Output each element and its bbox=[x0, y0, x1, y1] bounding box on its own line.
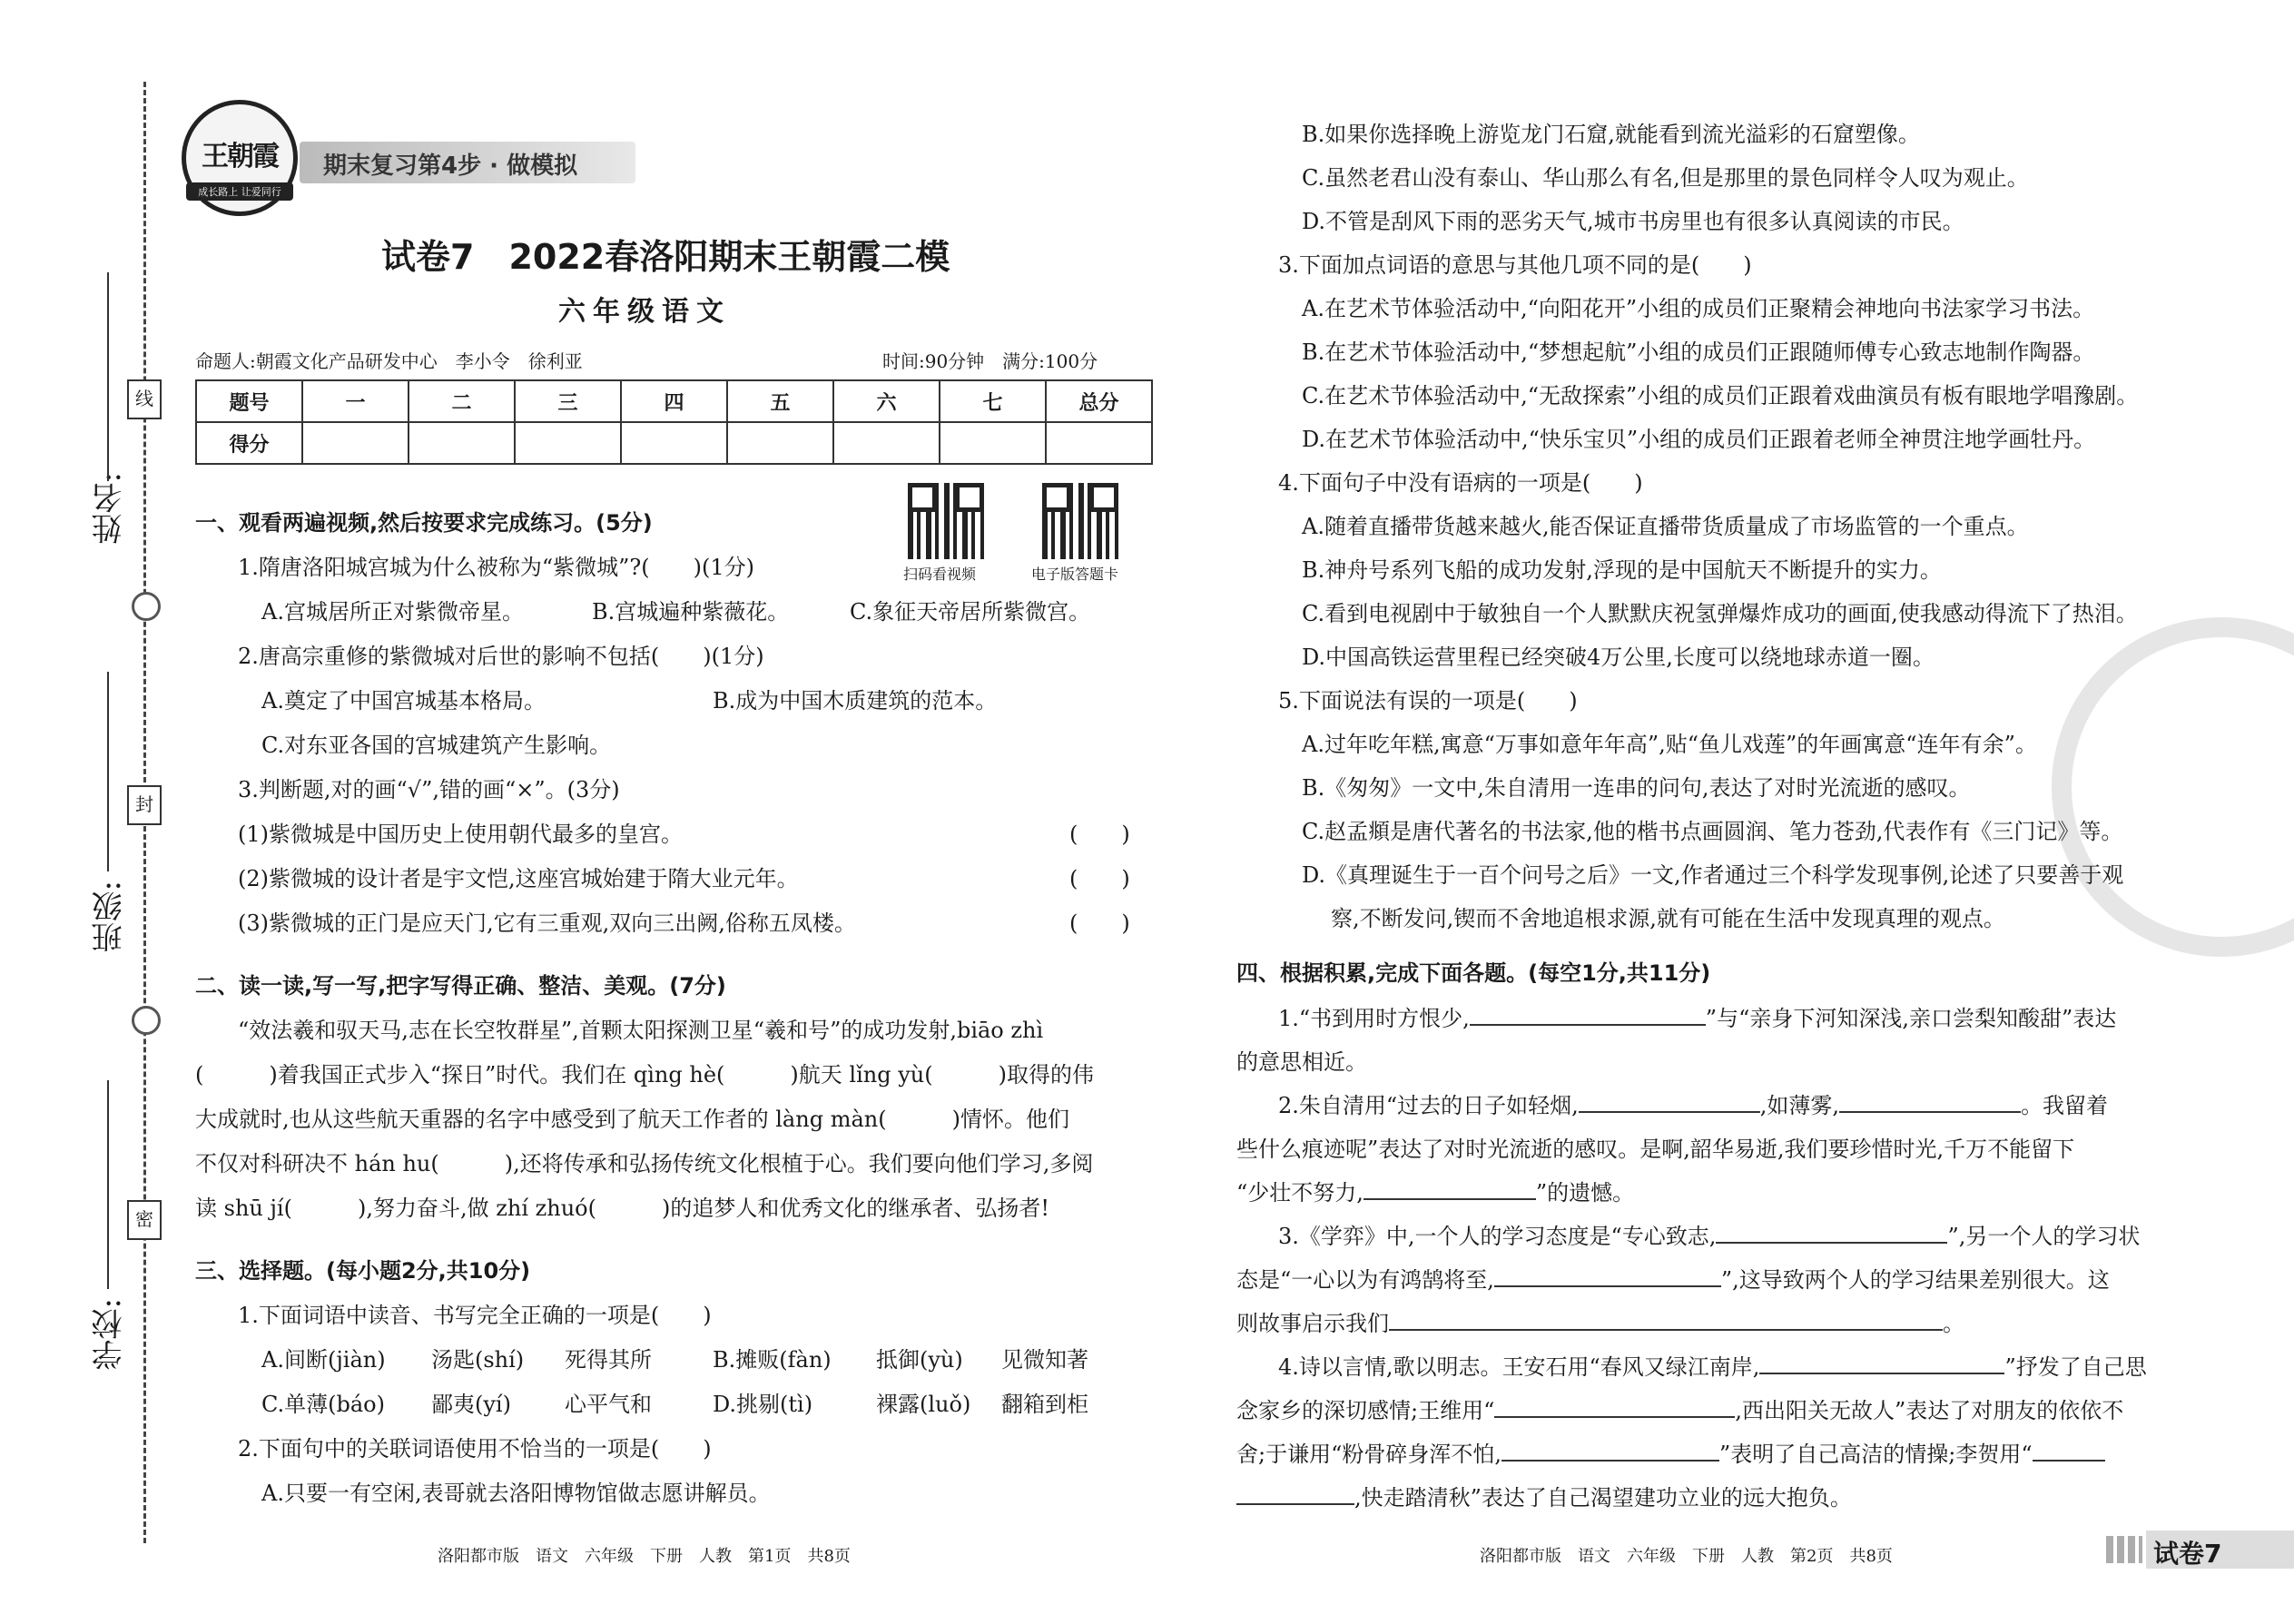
option: 翻箱到柜 bbox=[1001, 1392, 1088, 1417]
fill-text: 4.诗以言情,歌以明志。王安石用“春风又绿江南岸, bbox=[1278, 1354, 1760, 1380]
name-label: 姓名: bbox=[92, 472, 128, 545]
option: B.在艺术节体验活动中,“梦想起航”小组的成员们正跟随师傅专心致志地制作陶器。 bbox=[1302, 340, 2095, 365]
fill-text: 的意思相近。 bbox=[1236, 1049, 1367, 1075]
option: 抵御(yù) bbox=[876, 1347, 963, 1373]
answer-qr-code[interactable] bbox=[1042, 483, 1118, 559]
fill-text: 态是“一心以为有鸿鹄将至, bbox=[1236, 1267, 1494, 1293]
score-cell[interactable] bbox=[940, 422, 1046, 464]
school-label: 学校: bbox=[92, 1298, 128, 1371]
answer-paren[interactable]: ( ) bbox=[1069, 910, 1130, 936]
score-row-label: 得分 bbox=[196, 422, 302, 464]
answer-blank[interactable] bbox=[1501, 1440, 1719, 1462]
logo-text: 王朝霞 bbox=[202, 141, 278, 172]
fill-question-2 bbox=[1278, 1088, 2108, 1119]
choice-question-1: 1.下面词语中读音、书写完全正确的一项是( ) bbox=[238, 1303, 712, 1328]
fill-line bbox=[1236, 1436, 2105, 1468]
option: 死得其所 bbox=[565, 1347, 652, 1373]
name-field[interactable] bbox=[107, 272, 109, 481]
score-cell[interactable] bbox=[409, 422, 515, 464]
score-cell[interactable] bbox=[727, 422, 833, 464]
school-field[interactable] bbox=[107, 1080, 109, 1289]
answer-blank[interactable] bbox=[1579, 1091, 1760, 1113]
fill-text: 。我留着 bbox=[2021, 1093, 2109, 1118]
step-banner-text: 期末复习第4步 · 做模拟 bbox=[323, 153, 578, 180]
option: 见微知著 bbox=[1001, 1347, 1088, 1373]
tag-dots-icon bbox=[2106, 1536, 2142, 1563]
fill-question-1 bbox=[1278, 1000, 2116, 1032]
fill-line bbox=[1236, 1175, 1634, 1206]
score-header: 五 bbox=[727, 380, 833, 422]
fill-text: ”的遗憾。 bbox=[1535, 1180, 1635, 1206]
option: A.在艺术节体验活动中,“向阳花开”小组的成员们正聚精会神地向书法家学习书法。 bbox=[1302, 296, 2095, 321]
fill-text: ”抒发了自己思 bbox=[2004, 1354, 2147, 1380]
passage-line: 不仅对科研决不 hán hu( ),还将传承和弘扬传统文化根植于心。我们要向他们学习,多阅 bbox=[195, 1151, 1094, 1176]
fill-text: 念家乡的深切感情;王维用“ bbox=[1236, 1398, 1495, 1423]
answer-blank[interactable] bbox=[1839, 1091, 2021, 1113]
score-header: 三 bbox=[515, 380, 621, 422]
answer-blank[interactable] bbox=[1716, 1222, 1947, 1244]
exam-authors: 命题人:朝霞文化产品研发中心 李小令 徐利亚 bbox=[195, 350, 583, 372]
score-cell[interactable] bbox=[515, 422, 621, 464]
exam-subject: 六年级语文 bbox=[558, 296, 731, 328]
option: A.奠定了中国宫城基本格局。 bbox=[261, 688, 546, 714]
option: D.在艺术节体验活动中,“快乐宝贝”小组的成员们正跟着老师全神贯注地学画牡丹。 bbox=[1302, 427, 2096, 452]
section-3-title: 三、选择题。(每小题2分,共10分) bbox=[195, 1258, 531, 1284]
binding-hole-icon bbox=[132, 592, 161, 621]
seal-mark-feng: 封 bbox=[127, 785, 162, 825]
score-table bbox=[195, 379, 1153, 465]
choice-question-5: 5.下面说法有误的一项是( ) bbox=[1278, 688, 1578, 714]
option: A.间断(jiàn) bbox=[261, 1347, 386, 1373]
option: D.《真理诞生于一百个问号之后》一文,作者通过三个科学发现事例,论述了只要善于观 bbox=[1302, 862, 2124, 888]
option: 鄙夷(yí) bbox=[431, 1392, 511, 1417]
option: C.单薄(báo) bbox=[261, 1392, 385, 1417]
option: 心平气和 bbox=[565, 1392, 652, 1417]
answer-blank[interactable] bbox=[1364, 1178, 1536, 1200]
option: B.宫城遍种紫薇花。 bbox=[592, 599, 790, 625]
answer-blank[interactable] bbox=[1470, 1004, 1706, 1026]
exam-title: 试卷7 2022春洛阳期末王朝霞二模 bbox=[381, 237, 950, 277]
option: A.宫城居所正对紫微帝星。 bbox=[261, 599, 524, 625]
binding-hole-icon bbox=[132, 1006, 161, 1035]
option: A.只要一有空闲,表哥就去洛阳博物馆做志愿讲解员。 bbox=[261, 1481, 771, 1506]
fill-line bbox=[1236, 1305, 1964, 1337]
fill-text: ,西出阳关无故人”表达了对朋友的依依不 bbox=[1735, 1398, 2124, 1423]
passage-line: “效法羲和驭天马,志在长空牧群星”,首颗太阳探测卫星“羲和号”的成功发射,biāo zhì bbox=[238, 1018, 1044, 1043]
answer-blank[interactable] bbox=[1494, 1265, 1721, 1287]
choice-question-2: 2.下面句中的关联词语使用不恰当的一项是( ) bbox=[238, 1436, 712, 1462]
score-header: 七 bbox=[940, 380, 1046, 422]
answer-blank[interactable] bbox=[1759, 1353, 2004, 1374]
class-field[interactable] bbox=[107, 672, 109, 871]
question-1-2: 2.唐高宗重修的紫微城对后世的影响不包括( )(1分) bbox=[238, 644, 764, 669]
video-qr-code[interactable] bbox=[908, 483, 984, 559]
fill-text: 。 bbox=[1943, 1311, 1964, 1336]
fill-text: 2.朱自清用“过去的日子如轻烟, bbox=[1278, 1093, 1579, 1118]
fill-text: “少壮不努力, bbox=[1236, 1180, 1364, 1206]
answer-blank[interactable] bbox=[1236, 1483, 1354, 1505]
fill-text: 则故事启示我们 bbox=[1236, 1311, 1389, 1336]
option: B.如果你选择晚上游览龙门石窟,就能看到流光溢彩的石窟塑像。 bbox=[1302, 122, 1920, 147]
answer-paren[interactable]: ( ) bbox=[1069, 866, 1130, 891]
fill-text: ”,这导致两个人的学习结果差别很大。这 bbox=[1720, 1267, 2110, 1293]
fill-text: ”,另一个人的学习状 bbox=[1947, 1224, 2141, 1249]
option: A.随着直播带货越来越火,能否保证直播带货质量成了市场监管的一个重点。 bbox=[1302, 514, 2029, 539]
score-header: 六 bbox=[833, 380, 940, 422]
video-qr-caption: 扫码看视频 bbox=[903, 566, 977, 583]
option: 裸露(luǒ) bbox=[876, 1392, 971, 1417]
option: B.成为中国木质建筑的范本。 bbox=[713, 688, 998, 714]
passage-line: ( )着我国正式步入“探日”时代。我们在 qìng hè( )航天 lǐng yù( )取得的伟 bbox=[195, 1062, 1094, 1088]
choice-question-3: 3.下面加点词语的意思与其他几项不同的是( ) bbox=[1278, 252, 1752, 278]
fill-line bbox=[1236, 1393, 2123, 1424]
fill-text: ,如薄雾, bbox=[1759, 1093, 1840, 1118]
option: A.过年吃年糕,寓意“万事如意年年高”,贴“鱼儿戏莲”的年画寓意“连年有余”。 bbox=[1302, 732, 2037, 757]
score-header: 题号 bbox=[196, 380, 302, 422]
fill-text: 舍;于谦用“粉骨碎身浑不怕, bbox=[1236, 1442, 1501, 1467]
answer-blank[interactable] bbox=[1494, 1396, 1735, 1418]
section-4-title: 四、根据积累,完成下面各题。(每空1分,共11分) bbox=[1236, 960, 1711, 986]
option: B.《匆匆》一文中,朱自清用一连串的问句,表达了对时光流逝的感叹。 bbox=[1302, 775, 1971, 801]
seal-mark-xian: 线 bbox=[127, 379, 162, 419]
passage-line: 大成就时,也从这些航天重器的名字中感受到了航天工作者的 làng màn( )情怀。他们 bbox=[195, 1107, 1069, 1132]
option: D.中国高铁运营里程已经突破4万公里,长度可以绕地球赤道一圈。 bbox=[1302, 645, 1935, 670]
logo bbox=[182, 100, 298, 216]
fill-text: ,快走踏清秋”表达了自己渴望建功立业的远大抱负。 bbox=[1354, 1485, 1852, 1511]
passage-line: 读 shū jí( ),努力奋斗,做 zhí zhuó( )的追梦人和优秀文化的继承者、弘扬者! bbox=[195, 1196, 1050, 1221]
watermark-seal-icon bbox=[2052, 617, 2294, 957]
page-footer-left: 洛阳都市版 语文 六年级 下册 人教 第1页 共8页 bbox=[438, 1547, 851, 1566]
judge-item: (2)紫微城的设计者是宇文恺,这座宫城始建于隋大业元年。 bbox=[238, 866, 799, 891]
judge-item: (1)紫微城是中国历史上使用朝代最多的皇宫。 bbox=[238, 822, 683, 847]
score-cell[interactable] bbox=[833, 422, 940, 464]
question-1-1: 1.隋唐洛阳城宫城为什么被称为“紫微城”?( )(1分) bbox=[238, 555, 755, 580]
score-header: 总分 bbox=[1046, 380, 1152, 422]
option: B.摊贩(fàn) bbox=[713, 1347, 832, 1373]
score-header: 四 bbox=[621, 380, 727, 422]
answer-paren[interactable]: ( ) bbox=[1069, 822, 1130, 847]
option: D.不管是刮风下雨的恶劣天气,城市书房里也有很多认真阅读的市民。 bbox=[1302, 209, 1964, 234]
fill-line bbox=[1236, 1480, 1852, 1511]
judge-item: (3)紫微城的正门是应天门,它有三重观,双向三出阙,俗称五凤楼。 bbox=[238, 910, 856, 936]
option: 汤匙(shí) bbox=[431, 1347, 525, 1373]
score-header: 二 bbox=[409, 380, 515, 422]
option: D.挑剔(tì) bbox=[713, 1392, 813, 1417]
choice-question-4: 4.下面句子中没有语病的一项是( ) bbox=[1278, 470, 1643, 496]
fill-text: ”表明了自己高洁的情操;李贺用“ bbox=[1718, 1442, 2033, 1467]
section-2-title: 二、读一读,写一写,把字写得正确、整洁、美观。(7分) bbox=[195, 973, 726, 999]
fill-question-3 bbox=[1278, 1218, 2140, 1250]
option: C.在艺术节体验活动中,“无敌探索”小组的成员们正跟着戏曲演员有板有眼地学唱豫剧。 bbox=[1302, 383, 2139, 408]
option: C.看到电视剧中于敏独自一个人默默庆祝氢弹爆炸成功的画面,使我感动得流下了热泪。 bbox=[1302, 601, 2138, 626]
option: C.虽然老君山没有泰山、华山那么有名,但是那里的景色同样令人叹为观止。 bbox=[1302, 165, 2029, 191]
fill-text: ”与“亲身下河知深浅,亲口尝梨知酸甜”表达 bbox=[1705, 1006, 2117, 1031]
seal-mark-mi: 密 bbox=[127, 1200, 162, 1240]
score-cell[interactable] bbox=[302, 422, 409, 464]
score-cell[interactable] bbox=[621, 422, 727, 464]
fill-question-4 bbox=[1278, 1349, 2147, 1381]
question-1-3: 3.判断题,对的画“√”,错的画“×”。(3分) bbox=[238, 777, 620, 802]
option: C.赵孟頫是唐代著名的书法家,他的楷书点画圆润、笔力苍劲,代表作有《三门记》等。 bbox=[1302, 819, 2123, 844]
paper-tag-text: 试卷7 bbox=[2153, 1539, 2222, 1569]
fill-text: 3.《学弈》中,一个人的学习态度是“专心致志, bbox=[1278, 1224, 1717, 1249]
fill-line bbox=[1236, 1262, 2110, 1294]
score-cell[interactable] bbox=[1046, 422, 1152, 464]
fill-text: 些什么痕迹呢”表达了对时光流逝的感叹。是啊,韶华易逝,我们要珍惜时光,千万不能留下 bbox=[1236, 1137, 2075, 1162]
exam-time: 时间:90分钟 满分:100分 bbox=[882, 350, 1098, 372]
class-label: 班级: bbox=[92, 881, 128, 953]
option: C.象征天帝居所紫微宫。 bbox=[850, 599, 1091, 625]
answer-blank[interactable] bbox=[1389, 1309, 1943, 1331]
option: B.神舟号系列飞船的成功发射,浮现的是中国航天不断提升的实力。 bbox=[1302, 557, 1942, 583]
fill-text: 1.“书到用时方恨少, bbox=[1278, 1006, 1470, 1031]
option: 察,不断发问,锲而不舍地追根求源,就有可能在生活中发现真理的观点。 bbox=[1331, 906, 2005, 931]
page-footer-right: 洛阳都市版 语文 六年级 下册 人教 第2页 共8页 bbox=[1480, 1547, 1893, 1566]
logo-slogan: 成长路上 让爱同行 bbox=[186, 182, 293, 201]
answer-qr-caption: 电子版答题卡 bbox=[1031, 566, 1119, 583]
option: C.对东亚各国的宫城建筑产生影响。 bbox=[261, 733, 612, 758]
score-header: 一 bbox=[302, 380, 409, 422]
answer-blank[interactable] bbox=[2033, 1440, 2105, 1462]
section-1-title: 一、观看两遍视频,然后按要求完成练习。(5分) bbox=[195, 510, 653, 536]
